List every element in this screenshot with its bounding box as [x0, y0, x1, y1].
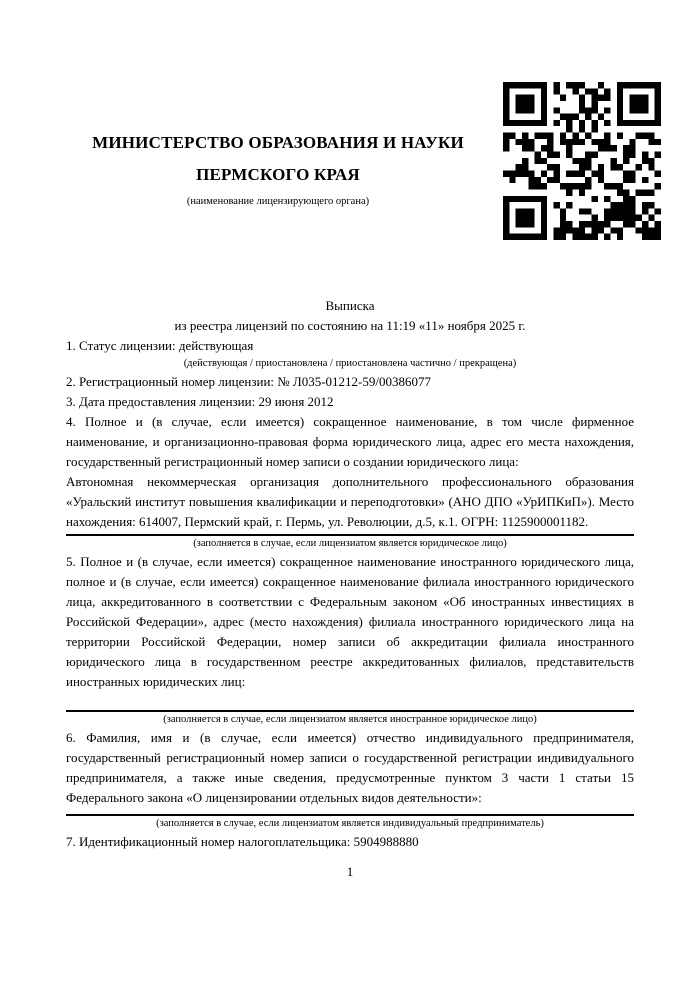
ministry-name-line1: МИНИСТЕРСТВО ОБРАЗОВАНИЯ И НАУКИ: [92, 133, 464, 152]
item-6-entrepreneur-question: 6. Фамилия, имя и (в случае, если имеется) отчество индивидуального предпринимателя, государственный регистрационный номер записи о государственной регистрации индивидуального предпринимателя, а также иные сведения, предусмотренные пунктом 3 части 1 статьи 15 Федерального закона «О лицензировании отдельных видов деятельности»:: [66, 730, 634, 805]
qr-code-icon: [503, 82, 661, 240]
page-number: 1: [346, 864, 354, 879]
item-1-license-status: 1. Статус лицензии: действующая: [66, 338, 254, 353]
item-5-foreign-entity-caption: (заполняется в случае, если лицензиатом является иностранное юридическое лицо): [163, 714, 537, 725]
item-6-entrepreneur-caption: (заполняется в случае, если лицензиатом является индивидуальный предприниматель): [156, 818, 544, 829]
qr-code-pattern: [503, 82, 661, 240]
item-4-legal-entity-caption: (заполняется в случае, если лицензиатом является юридическое лицо): [193, 538, 507, 549]
licensing-authority-caption: (наименование лицензирующего органа): [186, 196, 370, 207]
item-5-foreign-entity-question: 5. Полное и (в случае, если имеется) сокращенное наименование иностранного юридического лица, полное и (в случае, если имеется) сокращенное наименование филиала иностранного юридического лица, аккредитованного в соответствии с Федеральным законом «Об иностранных инвестициях в Российской Федерации», адрес (место нахождения) филиала иностранного юридического лица на территории Российской Федерации, номер записи об аккредитации филиала иностранного юридического лица в государственном реестре аккредитованных филиалов, представительств иностранных юридических лиц:: [66, 554, 634, 689]
item-2-registration-number: 2. Регистрационный номер лицензии: № Л035-01212-59/00386077: [66, 374, 432, 389]
item-4-legal-entity-block: [66, 412, 634, 552]
document-title-line2: из реестра лицензий по состоянию на 11:19 «11» ноября 2025 г.: [174, 318, 526, 333]
item-6-entrepreneur-block: [66, 728, 634, 832]
ministry-name-line2: ПЕРМСКОГО КРАЯ: [196, 165, 360, 184]
item-1-status-options-caption: (действующая / приостановлена / приостановлена частично / прекращена): [183, 358, 517, 369]
licensing-authority-header: [66, 127, 490, 209]
item-3-grant-date: 3. Дата предоставления лицензии: 29 июня 2012: [66, 394, 334, 409]
item-5-foreign-entity-block: [66, 552, 634, 728]
document-title-line1: Выписка: [325, 298, 375, 313]
item-7-taxpayer-number: 7. Идентификационный номер налогоплательщика: 5904988880: [66, 834, 419, 849]
document-title: [66, 296, 634, 336]
item-4-legal-entity-question: 4. Полное и (в случае, если имеется) сокращенное наименование, в том числе фирменное наименование, и организационно-правовая форма юридического лица, адрес его места нахождения, государственный регистрационный номер записи о создании юридического лица:: [66, 414, 634, 469]
document-body: [66, 296, 634, 882]
item-4-legal-entity-answer: Автономная некоммерческая организация дополнительного профессионального образования «Уральский институт повышения квалификации и переподготовки» (АНО ДПО «УрИПКиП»). Место нахождения: 614007, Пермский край, г. Пермь, ул. Революции, д.5, к.1. ОГРН: 1125900001182.: [66, 474, 634, 529]
